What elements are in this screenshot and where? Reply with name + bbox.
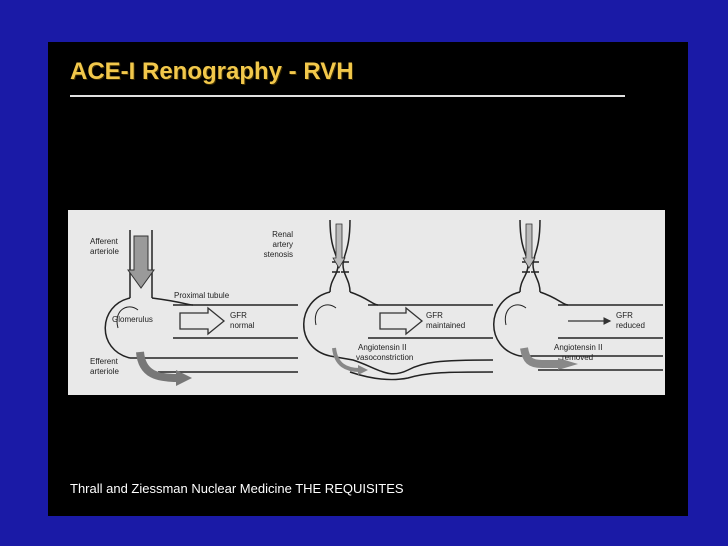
slide-title: ACE-I Renography - RVH: [70, 58, 354, 85]
effect-label-2: vasoconstriction: [356, 353, 414, 362]
effect-label-3: removed: [562, 353, 594, 362]
gfr-label-1: GFR: [230, 311, 247, 320]
panel-ace-inhibited: [494, 220, 663, 370]
proximal-tubule-label: Proximal tubule: [174, 291, 230, 300]
angiotensin-label-2: Angiotensin II: [358, 343, 407, 352]
angiotensin-label-3: Angiotensin II: [554, 343, 603, 352]
panel-stenosis: [264, 220, 493, 380]
gfr-label-2: GFR: [426, 311, 443, 320]
stenosis-label-3: stenosis: [263, 250, 293, 259]
stenosis-label-1: Renal: [272, 230, 293, 239]
stenosis-label-2: artery: [272, 240, 293, 249]
afferent-label-1: Afferent: [90, 237, 118, 246]
gfr-state-2: maintained: [426, 321, 466, 330]
gfr-state-3: reduced: [616, 321, 645, 330]
afferent-label-2: arteriole: [90, 247, 119, 256]
glomerulus-label: Glomerulus: [112, 315, 153, 324]
title-underline: [70, 95, 625, 97]
source-credit: Thrall and Ziessman Nuclear Medicine THE REQUISITES: [70, 481, 404, 496]
gfr-label-3: GFR: [616, 311, 633, 320]
slide: [48, 42, 688, 516]
efferent-label-1: Efferent: [90, 357, 118, 366]
efferent-label-2: arteriole: [90, 367, 119, 376]
glomerulus-diagram: [68, 210, 665, 395]
gfr-state-1: normal: [230, 321, 255, 330]
